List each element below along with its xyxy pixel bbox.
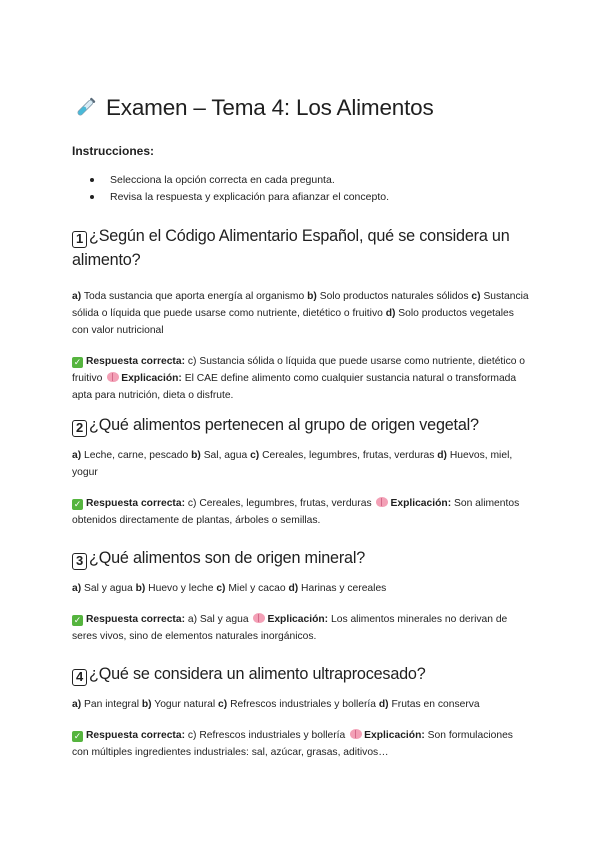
option-text: Toda sustancia que aporta energía al organismo [83,291,305,302]
number-1-icon: 1 [72,231,87,248]
option-text: Sustancia sólida o líquida que puede usarse como nutriente, dietético o fruitivo [72,291,529,319]
explanation-text: Los alimentos minerales no derivan de seres vivos, sino de elementos naturales inorgánicos. [72,614,508,642]
option-letter: b) [141,699,152,710]
option-letter: d) [378,699,389,710]
correct-label: Respuesta correcta: [86,498,186,509]
option-letter: c) [216,583,226,594]
test-tube-icon [72,95,98,121]
option-letter: b) [307,291,317,302]
question-1 [72,224,532,404]
option-letter: c) [471,291,481,302]
brain-icon [253,613,265,623]
correct-answer: a) Sal y agua [187,614,249,625]
option-letter: d) [437,450,447,461]
explanation-label: Explicación: [267,614,329,625]
question-title [72,413,532,437]
option-letter: d) [288,583,299,594]
option-text: Huevos, miel, yogur [72,450,513,478]
question-text: ¿Qué se considera un alimento ultraprocesado? [89,665,426,683]
option-letter: b) [135,583,146,594]
option-text: Huevo y leche [148,583,214,594]
answer-block [72,495,532,529]
question-4 [72,662,532,761]
option-text: Sal y agua [84,583,133,594]
option-text: Harinas y cereales [301,583,387,594]
page-title-text: Examen – Tema 4: Los Alimentos [106,95,434,120]
question-title [72,662,532,686]
option-text: Solo productos naturales sólidos [319,291,469,302]
question-text: ¿Qué alimentos son de origen mineral? [89,549,366,567]
option-text: Frutas en conserva [391,699,480,710]
instruction-item: Revisa la respuesta y explicación para afianzar el concepto. [72,189,389,206]
explanation-label: Explicación: [364,730,425,741]
explanation-text: El CAE define alimento como cualquier sustancia natural o transformada apta para nutrición, dieta o disfrute. [72,373,517,401]
check-mark-icon: ✓ [73,357,82,367]
correct-answer: c) Refrescos industriales y bollería [187,730,346,741]
question-options [72,447,532,481]
option-letter: c) [218,699,228,710]
instruction-item: Selecciona la opción correcta en cada pregunta. [72,172,389,189]
check-mark-icon: ✓ [73,615,82,625]
page-title [72,95,542,121]
option-letter: a) [72,583,82,594]
option-letter: c) [250,450,260,461]
number-4-icon: 4 [72,669,87,686]
explanation-text: Son alimentos obtenidos directamente de plantas, árboles o semillas. [72,498,520,526]
question-text: ¿Qué alimentos pertenecen al grupo de origen vegetal? [89,416,479,434]
answer-block [72,727,532,761]
option-text: Solo productos vegetales con valor nutricional [72,308,514,336]
instructions-heading: Instrucciones: [72,144,155,158]
question-2 [72,413,532,529]
question-options [72,288,532,339]
explanation-text: Son formulaciones con múltiples ingredientes industriales: sal, azúcar, grasas, aditivos… [72,730,513,758]
brain-icon [107,372,119,382]
option-text: Cereales, legumbres, frutas, verduras [262,450,435,461]
brain-icon [376,497,388,507]
question-3 [72,546,532,645]
correct-label: Respuesta correcta: [86,356,186,367]
correct-label: Respuesta correcta: [86,730,186,741]
option-letter: a) [72,699,82,710]
answer-block [72,353,532,404]
question-title [72,546,532,570]
explanation-label: Explicación: [121,373,182,384]
explanation-label: Explicación: [390,498,452,509]
question-options [72,580,532,597]
option-letter: a) [72,291,82,302]
option-letter: d) [385,308,396,319]
number-2-icon: 2 [72,420,87,437]
option-text: Refrescos industriales y bollería [230,699,377,710]
number-3-icon: 3 [72,553,87,570]
check-mark-icon: ✓ [73,499,82,509]
option-text: Sal, agua [203,450,248,461]
option-text: Yogur natural [154,699,216,710]
correct-answer: c) Cereales, legumbres, frutas, verduras [187,498,372,509]
question-options [72,696,532,713]
option-text: Leche, carne, pescado [84,450,189,461]
answer-block [72,611,532,645]
correct-answer: c) Sustancia sólida o líquida que puede usarse como nutriente, dietético o fruitivo [72,356,526,384]
question-text: ¿Según el Código Alimentario Español, qué se considera un alimento? [72,227,510,269]
option-text: Miel y cacao [228,583,286,594]
correct-label: Respuesta correcta: [86,614,186,625]
check-mark-icon: ✓ [73,731,82,741]
option-letter: a) [72,450,82,461]
option-letter: b) [191,450,201,461]
question-title [72,224,532,272]
option-text: Pan integral [84,699,139,710]
brain-icon [350,729,362,739]
instructions-list [72,172,389,206]
